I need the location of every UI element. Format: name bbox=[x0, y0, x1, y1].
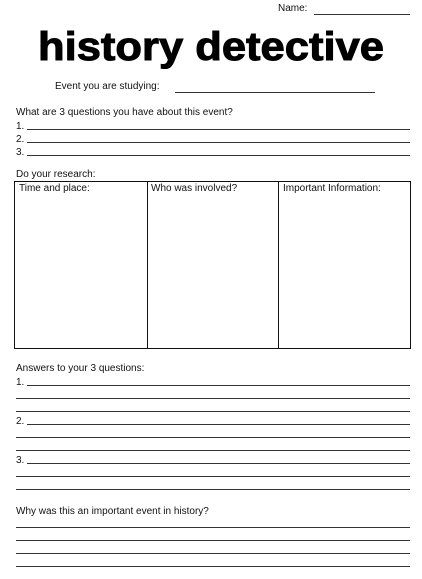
title-graphic bbox=[0, 0, 422, 75]
question-number: 2. bbox=[16, 134, 25, 145]
answer-line[interactable] bbox=[16, 489, 410, 490]
research-column-divider bbox=[147, 182, 148, 348]
answer-line[interactable] bbox=[16, 450, 410, 451]
answer-number: 3. bbox=[16, 455, 25, 466]
answer-line[interactable] bbox=[16, 398, 410, 399]
answer-number: 2. bbox=[16, 416, 25, 427]
answer-line[interactable] bbox=[27, 385, 410, 386]
event-label: Event you are studying: bbox=[55, 81, 160, 92]
research-table bbox=[14, 181, 411, 349]
importance-line[interactable] bbox=[16, 527, 410, 528]
page-title: history detective bbox=[38, 25, 384, 69]
question-line[interactable] bbox=[27, 155, 410, 156]
question-number: 3. bbox=[16, 147, 25, 158]
column-header-who-involved: Who was involved? bbox=[151, 183, 238, 194]
answer-line[interactable] bbox=[27, 424, 410, 425]
answers-heading: Answers to your 3 questions: bbox=[16, 363, 145, 374]
question-number: 1. bbox=[16, 121, 25, 132]
column-header-time-place: Time and place: bbox=[19, 183, 90, 194]
answer-line[interactable] bbox=[16, 437, 410, 438]
name-label: Name: bbox=[278, 3, 308, 14]
questions-heading: What are 3 questions you have about this event? bbox=[16, 107, 233, 118]
question-line[interactable] bbox=[27, 129, 410, 130]
answer-line[interactable] bbox=[16, 476, 410, 477]
research-heading: Do your research: bbox=[16, 169, 96, 180]
column-header-important-info: Important Information: bbox=[283, 183, 381, 194]
question-line[interactable] bbox=[27, 142, 410, 143]
importance-line[interactable] bbox=[16, 553, 410, 554]
answer-line[interactable] bbox=[16, 411, 410, 412]
importance-line[interactable] bbox=[16, 566, 410, 567]
importance-line[interactable] bbox=[16, 540, 410, 541]
answer-number: 1. bbox=[16, 377, 25, 388]
event-line[interactable] bbox=[175, 92, 375, 93]
importance-heading: Why was this an important event in history? bbox=[16, 506, 209, 517]
research-column-divider bbox=[278, 182, 279, 348]
answer-line[interactable] bbox=[27, 463, 410, 464]
